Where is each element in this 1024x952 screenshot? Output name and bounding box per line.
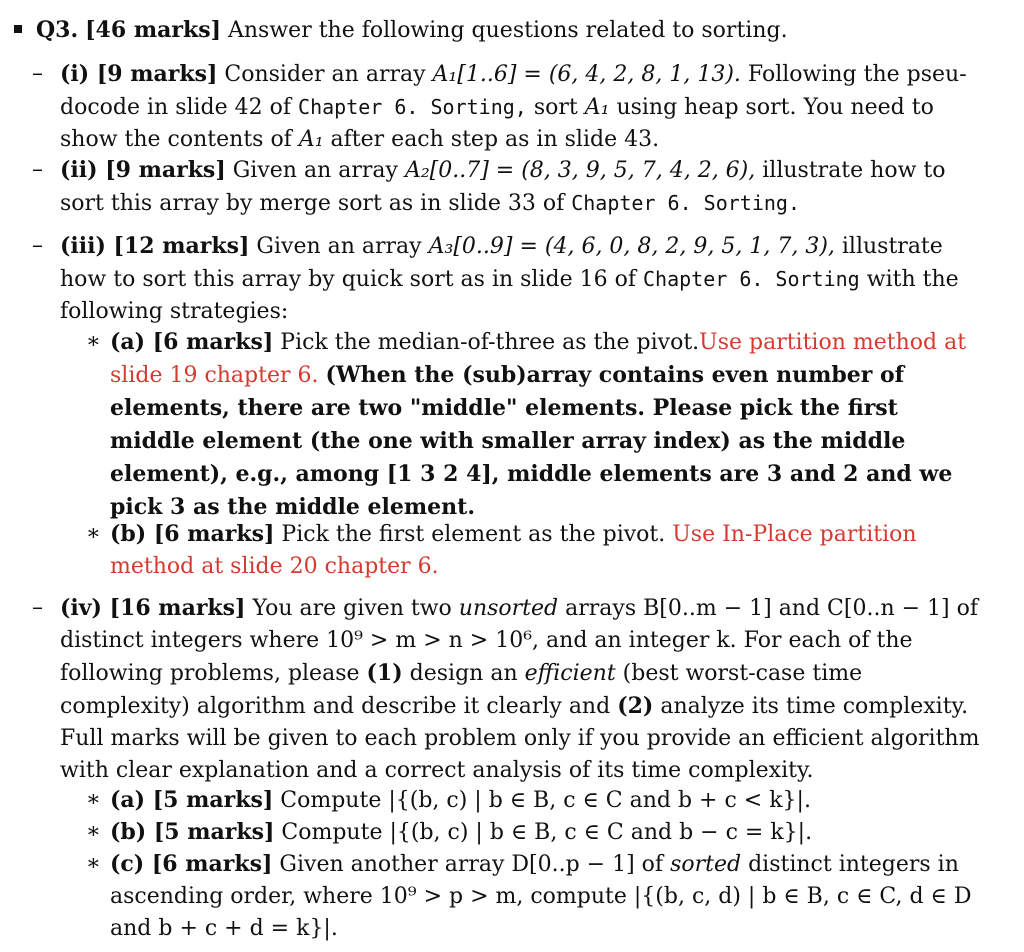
star-marker: ∗: [86, 521, 101, 546]
chapter-ref: Chapter 6. Sorting,: [298, 95, 527, 119]
part-iii: [32, 230, 990, 328]
part-i-text: after each step as in slide 43.: [330, 127, 660, 152]
part-iv-a-label: (a) [5 marks]: [110, 787, 274, 813]
array-symbol: A₁: [298, 127, 324, 152]
part-iv-c-text: Given another array D[0..p − 1] of: [279, 852, 664, 877]
part-iii-b: [86, 518, 990, 583]
part-iv-a-text: Compute |{(b, c) | b ∈ B, c ∈ C and b + c < k}|.: [280, 788, 811, 813]
part-iv-c: [86, 848, 990, 945]
part-ii: [32, 154, 990, 220]
q3-heading: [14, 14, 1004, 47]
part-iv: [32, 592, 990, 787]
dash-marker: –: [32, 595, 43, 620]
part-iii-a-red-note: Use partition method at slide 19 chapter 6.: [110, 330, 967, 388]
part-iii-array: A₃[0..9] = (4, 6, 0, 8, 2, 9, 5, 1, 7, 3),: [428, 234, 835, 259]
part-iv-c-emph: sorted: [670, 852, 742, 877]
part-i: [32, 58, 990, 156]
dash-marker: –: [32, 61, 43, 86]
dash-marker: –: [32, 157, 43, 182]
part-iii-a-text: Pick the median-of-three as the pivot.: [280, 330, 700, 355]
array-symbol: A₁: [584, 95, 610, 120]
part-iv-b: [86, 816, 990, 849]
q3-label: Q3.: [36, 17, 79, 43]
part-ii-text: illustrate how to sort this array by merge sort as in slide 33 of: [60, 158, 946, 216]
part-i-text: Following the pseu-docode in slide 42 of: [60, 62, 967, 120]
part-iv-emph: efficient: [524, 661, 616, 686]
part-iv-b-label: (b) [5 marks]: [110, 819, 275, 845]
star-marker: ∗: [86, 819, 101, 844]
part-iv-step: (2): [617, 693, 654, 719]
part-iv-c-label: (c) [6 marks]: [110, 851, 273, 877]
part-i-text: using heap sort. You need to show the contents of: [60, 95, 934, 152]
part-iv-step: (1): [366, 660, 403, 686]
part-i-text: sort: [533, 95, 578, 120]
part-i-text: Consider an array: [224, 62, 426, 87]
star-marker: ∗: [86, 787, 101, 812]
part-iii-text: with the following strategies:: [60, 267, 959, 324]
part-i-array: A₁[1..6] = (6, 4, 2, 8, 1, 13).: [432, 62, 741, 87]
part-iii-label: (iii) [12 marks]: [60, 233, 250, 259]
part-iii-b-label: (b) [6 marks]: [110, 521, 275, 547]
part-iii-a: [86, 326, 990, 524]
part-iii-b-red-note: Use In-Place partition method at slide 20 chapter 6.: [110, 522, 917, 579]
part-iv-emph: unsorted: [458, 596, 559, 621]
part-i-label: (i) [9 marks]: [60, 61, 218, 87]
dash-marker: –: [32, 233, 43, 258]
square-bullet-icon: [14, 25, 22, 33]
chapter-ref: Chapter 6. Sorting: [642, 267, 860, 291]
part-ii-text: Given an array: [232, 158, 398, 183]
star-marker: ∗: [86, 851, 101, 876]
part-iv-text: analyze its time complexity. Full marks will be given to each problem only if you provide an efficient algorithm with clear explanation and a correct analysis of its time complexity.: [60, 694, 980, 783]
part-iv-label: (iv) [16 marks]: [60, 595, 246, 621]
part-iii-text: illustrate how to sort this array by quick sort as in slide 16 of: [60, 234, 943, 292]
part-iii-a-label: (a) [6 marks]: [110, 329, 274, 355]
part-iv-c-text: distinct integers in ascending order, where 10⁹ > p > m, compute |{(b, c, d) | b ∈ B, c ∈ C, d ∈ D and b + c + d = k}|.: [110, 852, 972, 941]
part-iv-text: (best worst-case time complexity) algorithm and describe it clearly and: [60, 661, 863, 719]
part-ii-label: (ii) [9 marks]: [60, 157, 226, 183]
part-ii-array: A₂[0..7] = (8, 3, 9, 5, 7, 4, 2, 6),: [404, 158, 756, 183]
q3-marks: [46 marks]: [85, 17, 221, 43]
part-iv-a: [86, 784, 990, 817]
part-iii-text: Given an array: [256, 234, 422, 259]
part-iv-text: design an: [409, 661, 518, 686]
part-iii-b-text: Pick the first element as the pivot.: [281, 522, 666, 547]
part-iii-a-bold-note: (When the (sub)array contains even number of elements, there are two "middle" elements. Please pick the first middle element (the one with smaller array index) as the middle element), e.g., among [1 3 2 4], middle elements are 3 and 2 and we pick 3 as the middle element.: [110, 362, 953, 520]
q3-intro: Answer the following questions related to sorting.: [228, 18, 788, 43]
part-iv-text: You are given two: [252, 596, 452, 621]
part-iv-b-text: Compute |{(b, c) | b ∈ B, c ∈ C and b − c = k}|.: [281, 820, 813, 845]
star-marker: ∗: [86, 329, 101, 354]
part-iv-text: arrays B[0..m − 1] and C[0..n − 1] of distinct integers where 10⁹ > m > n > 10⁶, and an integer k. For each of the following problems, please: [60, 596, 979, 686]
chapter-ref: Chapter 6. Sorting.: [571, 191, 800, 215]
